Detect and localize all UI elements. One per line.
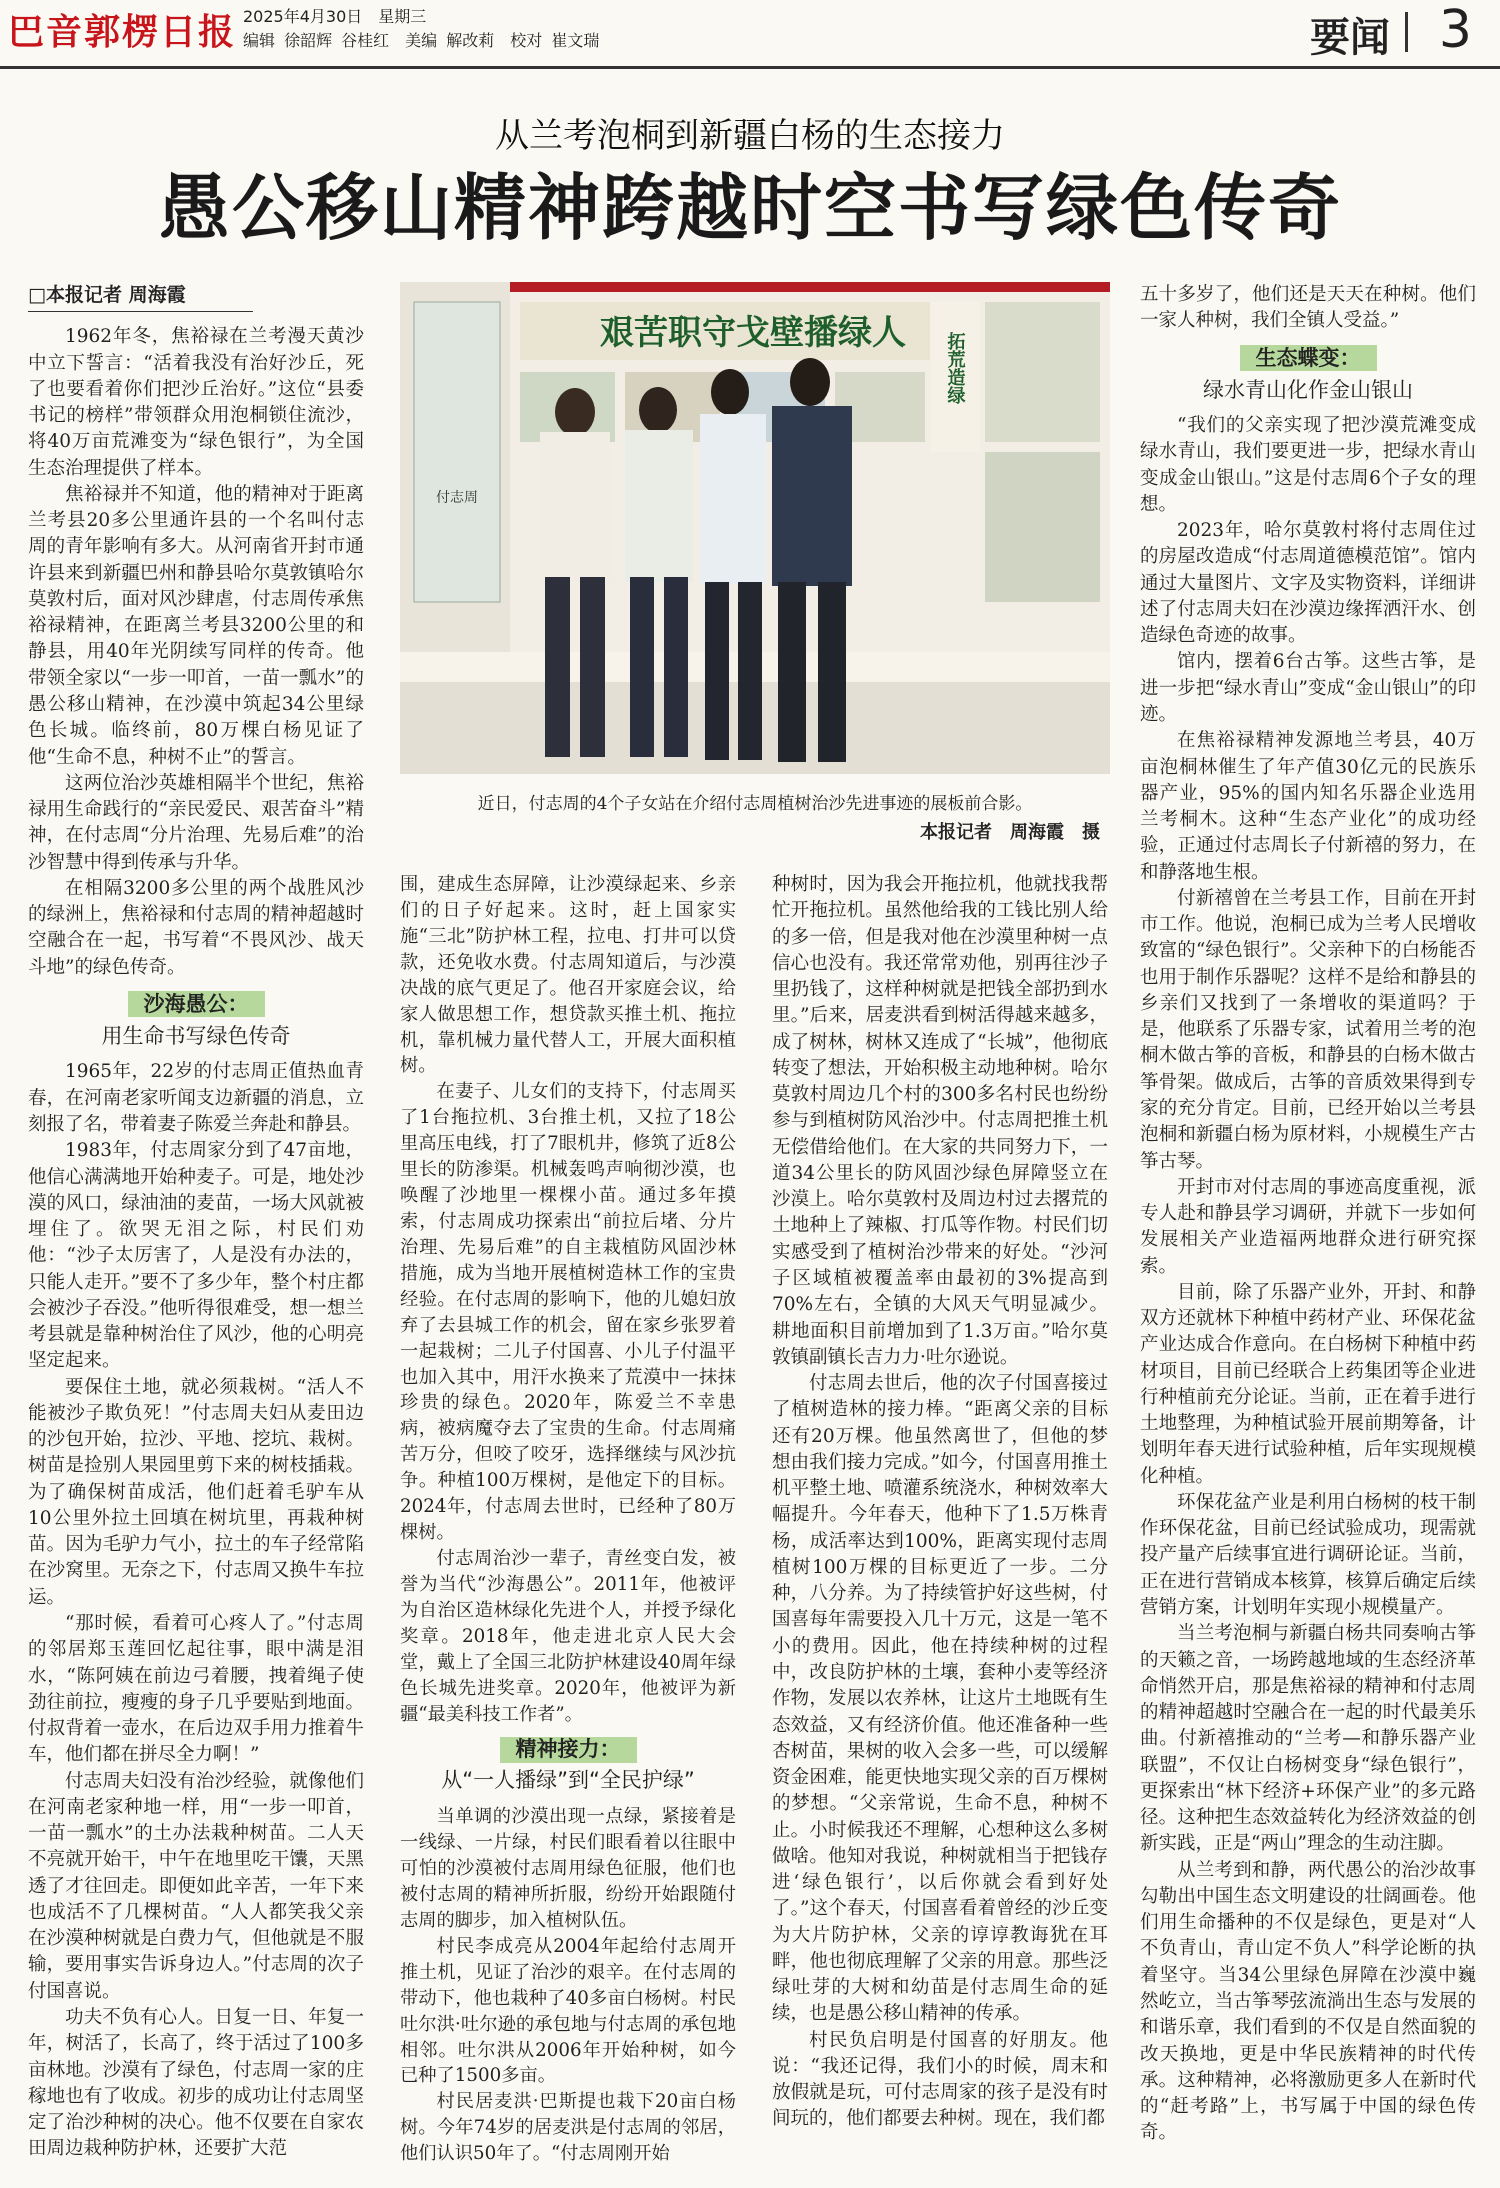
photo-credit: 本报记者 周海霞 摄	[920, 822, 1100, 843]
section1-paragraphs	[28, 1059, 364, 2162]
article-paragraph: 环保花盆产业是利用白杨树的枝干制作环保花盆，目前已经试验成功，现需就投产量产后续事宜进行调研论证。当前，正在进行营销成本核算，核算后确定后续营销方案，计划明年实现小规模量产。	[1140, 1491, 1476, 1619]
subheading-kicker: 生态蝶变：	[1240, 345, 1377, 371]
section-divider	[1405, 12, 1408, 52]
newspaper-masthead: 巴音郭楞日报	[8, 12, 237, 53]
photo-caption: 近日，付志周的4个子女站在介绍付志周植树治沙先进事迹的展板前合影。	[477, 794, 1033, 814]
column4-intro-paragraphs	[1140, 282, 1476, 335]
intro-paragraphs	[28, 324, 364, 981]
article-byline: □本报记者 周海霞	[28, 282, 253, 312]
article-subheadline: 从兰考泡桐到新疆白杨的生态接力	[495, 116, 1005, 156]
article-paragraph: 1965年，22岁的付志周正值热血青春，在河南老家听闻支边新疆的消息，立刻报了名，带着妻子陈爱兰奔赴和静县。	[28, 1061, 364, 1135]
article-paragraph: 五十多岁了，他们还是天天在种树。他们一家人种树，我们全镇人受益。”	[1140, 284, 1476, 332]
article-paragraph: 在妻子、儿女们的支持下，付志周买了1台拖拉机、3台推土机，又拉了18公里高压电线，打了7眼机井，修筑了近8公里长的防渗渠。机械轰鸣声响彻沙漠，也唤醒了沙地里一棵棵小苗。通过多年摸索，付志周成功探索出“前拉后堵、分片治理、先易后难”的自主栽植防风固沙林措施，成为当地开展植树造林工作的宝贵经验。在付志周的影响下，他的儿媳妇放弃了去县城工作的机会，留在家乡张罗着一起栽树；二儿子付国喜、小儿子付温平也加入其中，用汗水换来了荒漠中一抹抹珍贵的绿色。2020年，陈爱兰不幸患病，被病魔夺去了宝贵的生命。付志周痛苦万分，但咬了咬牙，选择继续与风沙抗争。种植100万棵树，是他定下的目标。2024年，付志周去世时，已经种了80万棵树。	[400, 1081, 736, 1544]
subheading-title: 用生命书写绿色传奇	[101, 1024, 291, 1049]
article-paragraph: 功夫不负有心人。日复一日、年复一年，树活了，长高了，终于活过了100多亩林地。沙漠有了绿色，付志周一家的庄稼地也有了收成。初步的成功让付志周坚定了治沙种树的决心。他不仅要在自家农田周边栽种防护林，还要扩大范	[28, 2007, 364, 2160]
article-paragraph: 村民李成亮从2004年起给付志周开推土机，见证了治沙的艰辛。在付志周的带动下，他也栽种了40多亩白杨树。村民吐尔洪·吐尔逊的承包地与付志周的承包地相邻。吐尔洪从2006年开始种树，如今已种了1500多亩。	[400, 1935, 736, 2087]
header-rule	[0, 66, 1500, 69]
article-paragraph: “那时候，看着可心疼人了。”付志周的邻居郑玉莲回忆起往事，眼中满是泪水，“陈阿姨在前边弓着腰，拽着绳子使劲往前拉，瘦瘦的身子几乎要贴到地面。付叔背着一壶水，在后边双手用力推着牛车，他们都在拼尽全力啊！”	[28, 1613, 364, 1766]
article-paragraph: 付志周夫妇没有治沙经验，就像他们在河南老家种地一样，用“一步一叩首，一苗一瓢水”的土办法栽种树苗。二人天不亮就开始干，中午在地里吃干馕，天黑透了才往回走。即便如此辛苦，一年下来也成活不了几棵树苗。“人人都笑我父亲在沙漠种树就是白费力气，但他就是不服输，要用事实告诉身边人。”付志周的次子付国喜说。	[28, 1770, 364, 2002]
article-paragraph: 付志周治沙一辈子，青丝变白发，被誉为当代“沙海愚公”。2011年，他被评为自治区造林绿化先进个人，并授予绿化奖章。2018年，他走进北京人民大会堂，戴上了全国三北防护林建设40周年绿色长城先进奖章。2020年，他被评为新疆“最美科技工作者”。	[400, 1547, 736, 1725]
article-paragraph: 当单调的沙漠出现一点绿，紧接着是一线绿、一片绿，村民们眼看着以往眼中可怕的沙漠被付志周用绿色征服，他们也被付志周的精神所折服，纷纷开始跟随付志周的脚步，加入植树队伍。	[400, 1806, 736, 1931]
article-column-3	[772, 872, 1108, 2182]
article-paragraph: 1962年冬，焦裕禄在兰考漫天黄沙中立下誓言：“活着我没有治好沙丘，死了也要看着你们把沙丘治好。”这位“县委书记的榜样”带领群众用泡桐锁住流沙，将40万亩荒滩变为“绿色银行”，为全国生态治理提供了样本。	[28, 326, 364, 479]
subheading-jingshen-jieli	[400, 1737, 736, 1796]
article-paragraph: 村民负启明是付国喜的好朋友。他说：“我还记得，我们小的时候，周末和放假就是玩，可付志周家的孩子是没有时间玩的，他们都要去种树。现在，我们都	[772, 2029, 1108, 2130]
article-paragraph: 在焦裕禄精神发源地兰考县，40万亩泡桐林催生了年产值30亿元的民族乐器产业，95%的国内知名乐器企业选用兰考桐木。这种“生态产业化”的成功经验，正通过付志周长子付新禧的努力，在和静落地生根。	[1140, 730, 1476, 883]
photo-banner-text: 艰苦职守戈壁播绿人	[600, 313, 906, 353]
article-headline: 愚公移山精神跨越时空书写绿色传奇	[157, 166, 1342, 250]
article-paragraph: 1983年，付志周家分到了47亩地，他信心满满地开始种麦子。可是，地处沙漠的风口，绿油油的麦苗，一场大风就被埋住了。欲哭无泪之际，村民们劝他：“沙子太厉害了，人是没有办法的，只能人走开。”要不了多少年，整个村庄都会被沙子吞没。”他听得很难受，想一想兰考县就是靠种树治住了风沙，他的心明亮坚定起来。	[28, 1140, 364, 1372]
article-paragraph: 2023年，哈尔莫敦村将付志周住过的房屋改造成“付志周道德模范馆”。馆内通过大量图片、文字及实物资料，详细讲述了付志周夫妇在沙漠边缘挥洒汗水、创造绿色奇迹的故事。	[1140, 520, 1476, 647]
issue-date: 2025年4月30日 星期三	[243, 7, 427, 26]
article-paragraph: 在相隔3200多公里的两个战胜风沙的绿洲上，焦裕禄和付志周的精神超越时空融合在一起，书写着“不畏风沙、战天斗地”的绿色传奇。	[28, 877, 364, 978]
section3-paragraphs	[1140, 413, 1476, 2147]
article-paragraph: 种树时，因为我会开拖拉机，他就找我帮忙开拖拉机。虽然他给我的工钱比别人给的多一倍，但是我对他在沙漠里种树一点信心也没有。我还常常劝他，别再往沙子里扔钱了，这样种树就是把钱全部扔到水里。”后来，居麦洪看到树活得越来越多，成了树林，树林又连成了“长城”，他彻底转变了想法，开始积极主动地种树。哈尔莫敦村周边几个村的300多名村民也纷纷参与到植树防风治沙中。付志周把推土机无偿借给他们。在大家的共同努力下，一道34公里长的防风固沙绿色屏障竖立在沙漠上。哈尔莫敦村及周边村过去撂荒的土地种上了辣椒、打瓜等作物。村民们切实感受到了植树治沙带来的好处。“沙河子区域植被覆盖率由最初的3%提高到70%左右，全镇的大风天气明显减少。耕地面积目前增加到了1.3万亩。”哈尔莫敦镇副镇长吉力力·吐尔逊说。	[772, 874, 1108, 1368]
subheading-shahai-yugong	[28, 991, 364, 1052]
article-paragraph: 目前，除了乐器产业外，开封、和静双方还就林下种植中药材产业、环保花盆产业达成合作意向。在白杨树下种植中药材项目，目前已经联合上药集团等企业进行种植前充分论证。当前，正在着手进行土地整理，为种植试验开展前期筹备，计划明年春天进行试验种植，后年实现规模化种植。	[1140, 1281, 1476, 1487]
article-paragraph: 围，建成生态屏障，让沙漠绿起来、乡亲们的日子好起来。这时，赶上国家实施“三北”防护林工程，拉电、打井可以贷款，还免收水费。付志周知道后，与沙漠决战的底气更足了。他召开家庭会议，给家人做思想工作，想贷款买推土机、拖拉机，靠机械力量代替人工，开展大面积植树。	[400, 874, 736, 1077]
article-paragraph: 这两位治沙英雄相隔半个世纪，焦裕禄用生命践行的“亲民爱民、艰苦奋斗”精神，在付志周“分片治理、先易后难”的治沙智慧中得到传承与升华。	[28, 772, 364, 873]
section-label: 要闻	[1310, 15, 1390, 61]
article-paragraph: 付志周去世后，他的次子付国喜接过了植树造林的接力棒。“距离父亲的目标还有20万棵。他虽然离世了，但他的梦想由我们接力完成。”如今，付国喜用推土机平整土地、喷灌系统浇水，种树效率大幅提升。今年春天，他种下了1.5万株青杨，成活率达到100%，距离实现付志周植树100万棵的目标更近了一步。二分种，八分养。为了持续管护好这些树，付国喜每年需要投入几十万元，这是一笔不小的费用。因此，他在持续种树的过程中，改良防护林的土壤，套种小麦等经济作物，发展以农养林，让这片土地既有生态效益，又有经济价值。他还准备种一些杏树苗，果树的收入会多一些，可以缓解资金困难，能更快地实现父亲的百万棵树的梦想。“父亲常说，生命不息，种树不止。小时候我还不理解，心想种这么多树做啥。他知对我说，种树就相当于把钱存进‘绿色银行’，以后你就会看到好处了。”这个春天，付国喜看着曾经的沙丘变为大片防护林，父亲的谆谆教诲犹在耳畔，他也彻底理解了父亲的用意。那些泛绿吐芽的大树和幼苗是付志周生命的延续，也是愚公移山精神的传承。	[772, 1373, 1108, 2025]
article-column-1	[28, 282, 364, 2182]
page-header	[0, 0, 1500, 64]
exhibition-photo-illustration	[400, 282, 1110, 774]
page-number: 3	[1438, 0, 1472, 60]
section2-paragraphs	[400, 1804, 736, 2167]
article-paragraph: 焦裕禄并不知道，他的精神对于距离兰考县20多公里通许县的一个名叫付志周的青年影响有多大。从河南省开封市通许县来到新疆巴州和静县哈尔莫敦镇哈尔莫敦村后，面对风沙肆虐，付志周传承焦裕禄精神，在距离兰考县3200公里的和静县，用40年光阴续写同样的传奇。他带领全家以“一步一叩首，一苗一瓢水”的愚公移山精神，在沙漠中筑起34公里绿色长城。临终前，80万棵白杨见证了他“生命不息，种树不止”的誓言。	[28, 483, 364, 768]
article-paragraph: 馆内，摆着6台古筝。这些古筝，是进一步把“绿水青山”变成“金山银山”的印迹。	[1140, 651, 1476, 725]
article-paragraph: 当兰考泡桐与新疆白杨共同奏响古筝的天籁之音，一场跨越地域的生态经济革命悄然开启，那是焦裕禄的精神和付志周的精神超越时空融合在一起的时代最美乐曲。付新禧推动的“兰考—和静乐器产业联盟”，不仅让白杨树变身“绿色银行”，更探索出“林下经济+环保产业”的多元路径。这种把生态效益转化为经济效益的创新实践，正是“两山”理念的生动注脚。	[1140, 1623, 1476, 1855]
subheading-shengtai-diebian	[1140, 345, 1476, 406]
editor-credits: 编辑 徐韶辉 谷桂红 美编 解改莉 校对 崔文瑞	[243, 31, 600, 50]
article-paragraph: 付新禧曾在兰考县工作，目前在开封市工作。他说，泡桐已成为兰考人民增收致富的“绿色银行”。父亲种下的白杨能否也用于制作乐器呢？这样不是给和静县的乡亲们又找到了一条增收的渠道吗？于是，他联系了乐器专家，试着用兰考的泡桐木做古筝的音板，和静县的白杨木做古筝骨架。做成后，古筝的音质效果得到专家的充分肯定。目前，已经开始以兰考县泡桐和新疆白杨为原材料，小规模生产古筝古琴。	[1140, 887, 1476, 1172]
article-column-4	[1140, 282, 1476, 2182]
subheading-kicker: 沙海愚公：	[128, 991, 265, 1017]
photo-side-text: 拓荒造绿	[944, 332, 966, 404]
article-photo	[400, 282, 1110, 774]
column2-paragraphs	[400, 872, 736, 1727]
article-column-2	[400, 872, 736, 2182]
photo-panel-title: 付志周	[436, 490, 478, 506]
article-paragraph: 从兰考到和静，两代愚公的治沙故事勾勒出中国生态文明建设的壮阔画卷。他们用生命播种的不仅是绿色，更是对“人不负青山，青山定不负人”科学论断的执着坚守。当34公里绿色屏障在沙漠中巍然屹立，当古筝琴弦流淌出生态与发展的和谐乐章，我们看到的不仅是自然面貌的改天换地，更是中华民族精神的时代传承。这种精神，必将激励更多人在新时代的“赶考路”上，书写属于中国的绿色传奇。	[1140, 1859, 1476, 2144]
article-paragraph: 要保住土地，就必须栽树。“活人不能被沙子欺负死！”付志周夫妇从麦田边的沙包开始，拉沙、平地、挖坑、栽树。树苗是捡别人果园里剪下来的树枝插栽。为了确保树苗成活，他们赶着毛驴车从10公里外拉土回填在树坑里，再栽种树苗。因为毛驴力气小，拉土的车子经常陷在沙窝里。无奈之下，付志周又换牛车拉运。	[28, 1376, 364, 1608]
article-paragraph: 村民居麦洪·巴斯提也栽下20亩白杨树。今年74岁的居麦洪是付志周的邻居，他们认识50年了。“付志周刚开始	[400, 2091, 736, 2165]
subheading-title: 绿水青山化作金山银山	[1203, 377, 1413, 402]
article-paragraph: “我们的父亲实现了把沙漠荒滩变成绿水青山，我们要更进一步，把绿水青山变成金山银山。”这是付志周6个子女的理想。	[1140, 415, 1476, 515]
subheading-title: 从“一人播绿”到“全民护绿”	[441, 1768, 695, 1793]
column3-paragraphs	[772, 872, 1108, 2133]
subheading-kicker: 精神接力：	[500, 1737, 637, 1763]
article-paragraph: 开封市对付志周的事迹高度重视，派专人赴和静县学习调研，并就下一步如何发展相关产业造福两地群众进行研究探索。	[1140, 1176, 1476, 1277]
